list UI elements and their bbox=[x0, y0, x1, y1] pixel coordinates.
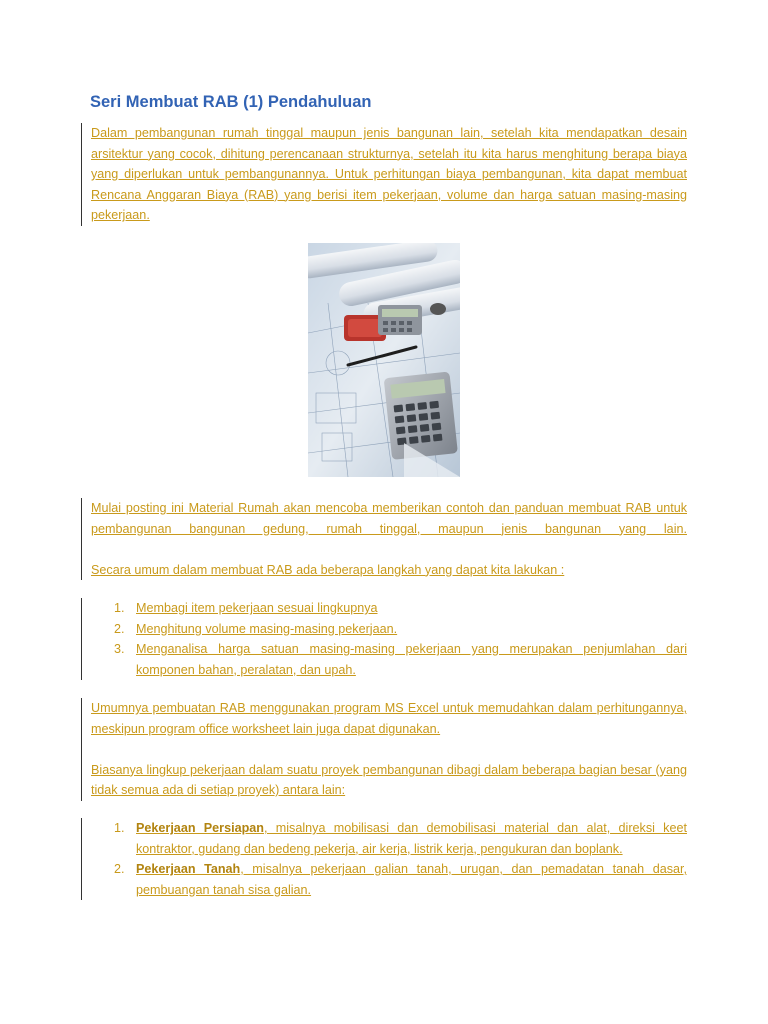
page-title: Seri Membuat RAB (1) Pendahuluan bbox=[90, 93, 372, 111]
general-paragraph[interactable]: Secara umum dalam membuat RAB ada beberapa langkah yang dapat kita lakukan : bbox=[91, 562, 565, 577]
list-item[interactable]: 3. Menganalisa harga satuan masing-masing pekerjaan yang merupakan penjumlahan dari komponen bahan, peralatan, dan upah. bbox=[114, 642, 687, 677]
works-list bbox=[91, 818, 687, 900]
steps-list bbox=[91, 598, 687, 680]
steps-block bbox=[81, 598, 687, 680]
list-item[interactable]: 2. Pekerjaan Tanah, misalnya pekerjaan galian tanah, urugan, dan pemadatan tanah dasar, pembuangan tanah sisa galian. bbox=[114, 862, 687, 897]
scope-paragraph[interactable]: Biasanya lingkup pekerjaan dalam suatu proyek pembangunan dibagi dalam beberapa bagian besar (yang tidak semua ada di setiap proyek) antara lain: bbox=[91, 762, 687, 797]
intro-paragraph[interactable]: Dalam pembangunan rumah tinggal maupun jenis bangunan lain, setelah kita mendapatkan desain arsitektur yang cocok, dihitung perencanaan strukturnya, setelah itu kita harus menghitung berapa biaya yang diperlukan untuk pembangunannya. Untuk perhitungan biaya pembangunan, kita dapat membuat Rencana Anggaran Biaya (RAB) yang berisi item pekerjaan, volume dan harga satuan masing-masing pekerjaan. bbox=[91, 126, 687, 222]
list-item[interactable]: 1. Pekerjaan Persiapan, misalnya mobilisasi dan demobilisasi material dan alat, direksi keet kontraktor, gudang dan bedeng pekerja, air kerja, listrik kerja, pengukuran dan boplank. bbox=[114, 821, 687, 856]
posting-block bbox=[81, 498, 687, 580]
list-item[interactable]: 1. Membagi item pekerjaan sesuai lingkupnya bbox=[114, 601, 378, 615]
work-name: Pekerjaan Persiapan bbox=[136, 821, 264, 835]
excel-block bbox=[81, 698, 687, 801]
intro-block bbox=[81, 123, 687, 226]
excel-paragraph[interactable]: Umumnya pembuatan RAB menggunakan program MS Excel untuk memudahkan dalam perhitungannya, meskipun program office worksheet lain juga dapat digunakan. bbox=[91, 701, 687, 736]
list-item[interactable]: 2. Menghitung volume masing-masing pekerjaan. bbox=[114, 621, 398, 636]
posting-paragraph[interactable]: Mulai posting ini Material Rumah akan mencoba memberikan contoh dan panduan membuat RAB untuk pembangunan bangunan gedung, rumah tinggal, maupun jenis bangunan yang lain. bbox=[91, 501, 687, 536]
work-name: Pekerjaan Tanah bbox=[136, 862, 241, 876]
calculator-blueprint-photo bbox=[308, 243, 460, 477]
works-block bbox=[81, 818, 687, 900]
